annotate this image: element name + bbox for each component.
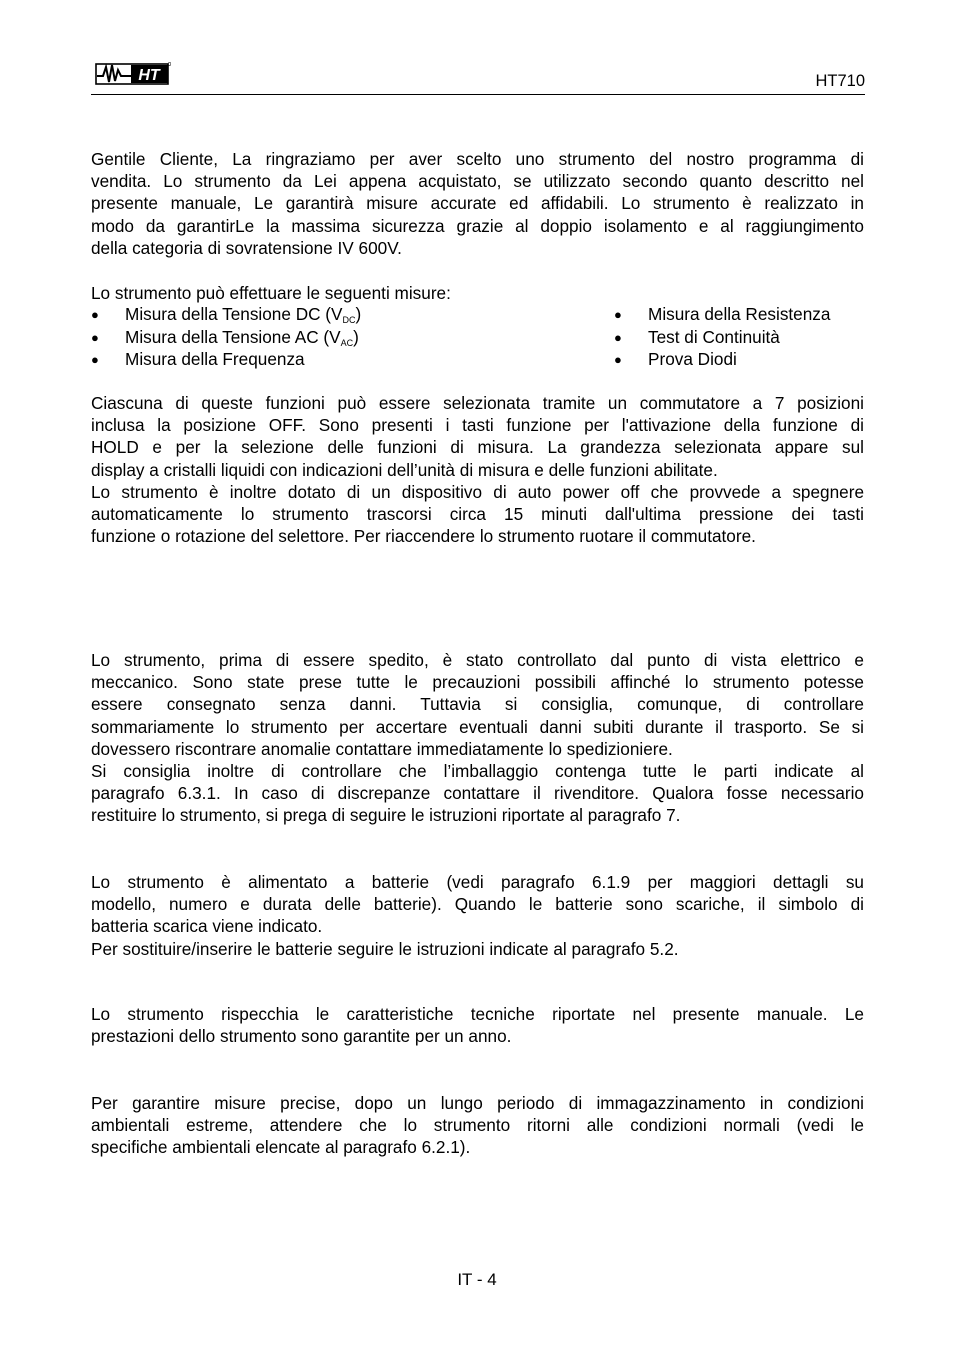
text-line: Lo strumento, prima di essere spedito, è stato controllato dal punto di vista elettrico e xyxy=(91,650,864,670)
logo-text: HT xyxy=(138,67,160,84)
text-line: HOLD e per la selezione delle funzioni di misura. La grandezza selezionata appare sul xyxy=(91,437,864,458)
list-item-text: Misura della Resistenza xyxy=(648,304,831,324)
text-line: display a cristalli liquidi con indicazioni dell’unità di misura e delle funzioni abilitate. xyxy=(91,459,718,480)
list-item xyxy=(91,348,361,371)
text-line: ambientali estreme, attendere che lo strumento ritorni alle condizioni normali (vedi le xyxy=(91,1115,864,1136)
text-line: inclusa la posizione OFF. Sono presenti i tasti funzione per l'attivazione della funzione di xyxy=(91,415,864,436)
text-line: Lo strumento è inoltre dotato di un dispositivo di auto power off che provvede a spegnere xyxy=(91,481,864,502)
measures-label: Lo strumento può effettuare le seguenti misure: xyxy=(91,283,451,303)
text-line: batteria scarica viene indicato. xyxy=(91,916,323,937)
text-line: presente manuale, Le garantirà misure accurate ed affidabili. Lo strumento è realizzato in xyxy=(91,193,864,214)
specs-paragraph xyxy=(91,1003,864,1047)
text-line: vendita. Lo strumento da Lei appena acquistato, se utilizzato secondo quanto descritto nel xyxy=(91,171,864,192)
subscript: AC xyxy=(340,337,354,348)
text-line: Per garantire misure precise, dopo un lungo periodo di immagazzinamento in condizioni xyxy=(91,1093,864,1113)
storage-paragraph xyxy=(91,1092,864,1159)
list-item-suffix: ) xyxy=(353,326,359,347)
text-line: della categoria di sovratensione IV 600V. xyxy=(91,237,402,258)
ht-logo xyxy=(95,62,171,86)
bullet-icon: ● xyxy=(91,352,99,367)
text-line: restituire lo strumento, si prega di seguire le istruzioni riportate al paragrafo 7. xyxy=(91,805,681,826)
list-item-text: Misura della Frequenza xyxy=(125,349,305,369)
bullet-icon: ● xyxy=(614,307,622,322)
text-line: specifiche ambientali elencate al paragrafo 6.2.1). xyxy=(91,1137,471,1158)
model-name: HT710 xyxy=(815,72,865,90)
list-item-suffix: ) xyxy=(355,304,362,324)
text-line: essere consegnato senza danni. Tuttavia si consiglia, comunque, di controllare xyxy=(91,694,864,715)
bullet-icon: ● xyxy=(614,352,622,367)
list-item-text: Misura della Tensione AC (V xyxy=(125,326,341,347)
shipping-paragraph xyxy=(91,649,864,827)
text-line: meccanico. Sono state prese tutte le precauzioni possibili affinché lo strumento potesse xyxy=(91,672,864,693)
text-line: prestazioni dello strumento sono garantite per un anno. xyxy=(91,1026,512,1047)
text-line: dovessero riscontrare anomalie contattare immediatamente lo spedizioniere. xyxy=(91,738,673,759)
bullet-icon: ● xyxy=(91,329,99,345)
list-item xyxy=(614,348,830,371)
measures-list-left xyxy=(91,303,361,371)
text-line: funzione o rotazione del selettore. Per riaccendere lo strumento ruotare il commutatore. xyxy=(91,526,756,547)
text-line: paragrafo 6.3.1. In caso di discrepanze contattare il rivenditore. Qualora fosse necessario xyxy=(91,783,864,804)
battery-paragraph xyxy=(91,871,864,960)
functions-paragraph xyxy=(91,392,864,547)
page-header xyxy=(91,58,865,95)
bullet-icon: ● xyxy=(91,307,99,322)
page-number: IT - 4 xyxy=(457,1270,497,1289)
bullet-icon: ● xyxy=(614,329,622,345)
measures-list-right xyxy=(614,303,830,371)
text-line: Si consiglia inoltre di controllare che l’imballaggio contenga tutte le parti indicate al xyxy=(91,761,864,782)
text-line: Ciascuna di queste funzioni può essere selezionata tramite un commutatore a 7 posizioni xyxy=(91,393,864,413)
list-item xyxy=(91,326,361,349)
text-line: automaticamente lo strumento trascorsi circa 15 minuti dall'ultima pressione dei tasti xyxy=(91,504,864,525)
subscript: DC xyxy=(342,315,356,325)
list-item xyxy=(614,303,830,326)
list-item xyxy=(91,303,361,326)
intro-paragraph xyxy=(91,148,864,259)
text-line: Per sostituire/inserire le batterie seguire le istruzioni indicate al paragrafo 5.2. xyxy=(91,938,679,959)
text-line: modello, numero e durata delle batterie). Quando le batterie sono scariche, il simbolo di xyxy=(91,894,864,915)
text-line: Lo strumento è alimentato a batterie (vedi paragrafo 6.1.9 per maggiori dettagli su xyxy=(91,872,864,892)
text-line: sommariamente lo strumento per accertare eventuali danni subiti durante il trasporto. Se si xyxy=(91,716,864,737)
text-line: modo da garantirLe la massima sicurezza grazie al doppio isolamento e al raggiungimento xyxy=(91,215,864,236)
list-item-text: Prova Diodi xyxy=(648,349,737,369)
list-item xyxy=(614,326,830,349)
list-item-text: Test di Continuità xyxy=(648,326,780,347)
text-line: Gentile Cliente, La ringraziamo per aver scelto uno strumento del nostro programma di xyxy=(91,149,864,169)
text-line: Lo strumento rispecchia le caratteristiche tecniche riportate nel presente manuale. Le xyxy=(91,1004,864,1024)
list-item-text: Misura della Tensione DC (V xyxy=(125,304,343,324)
